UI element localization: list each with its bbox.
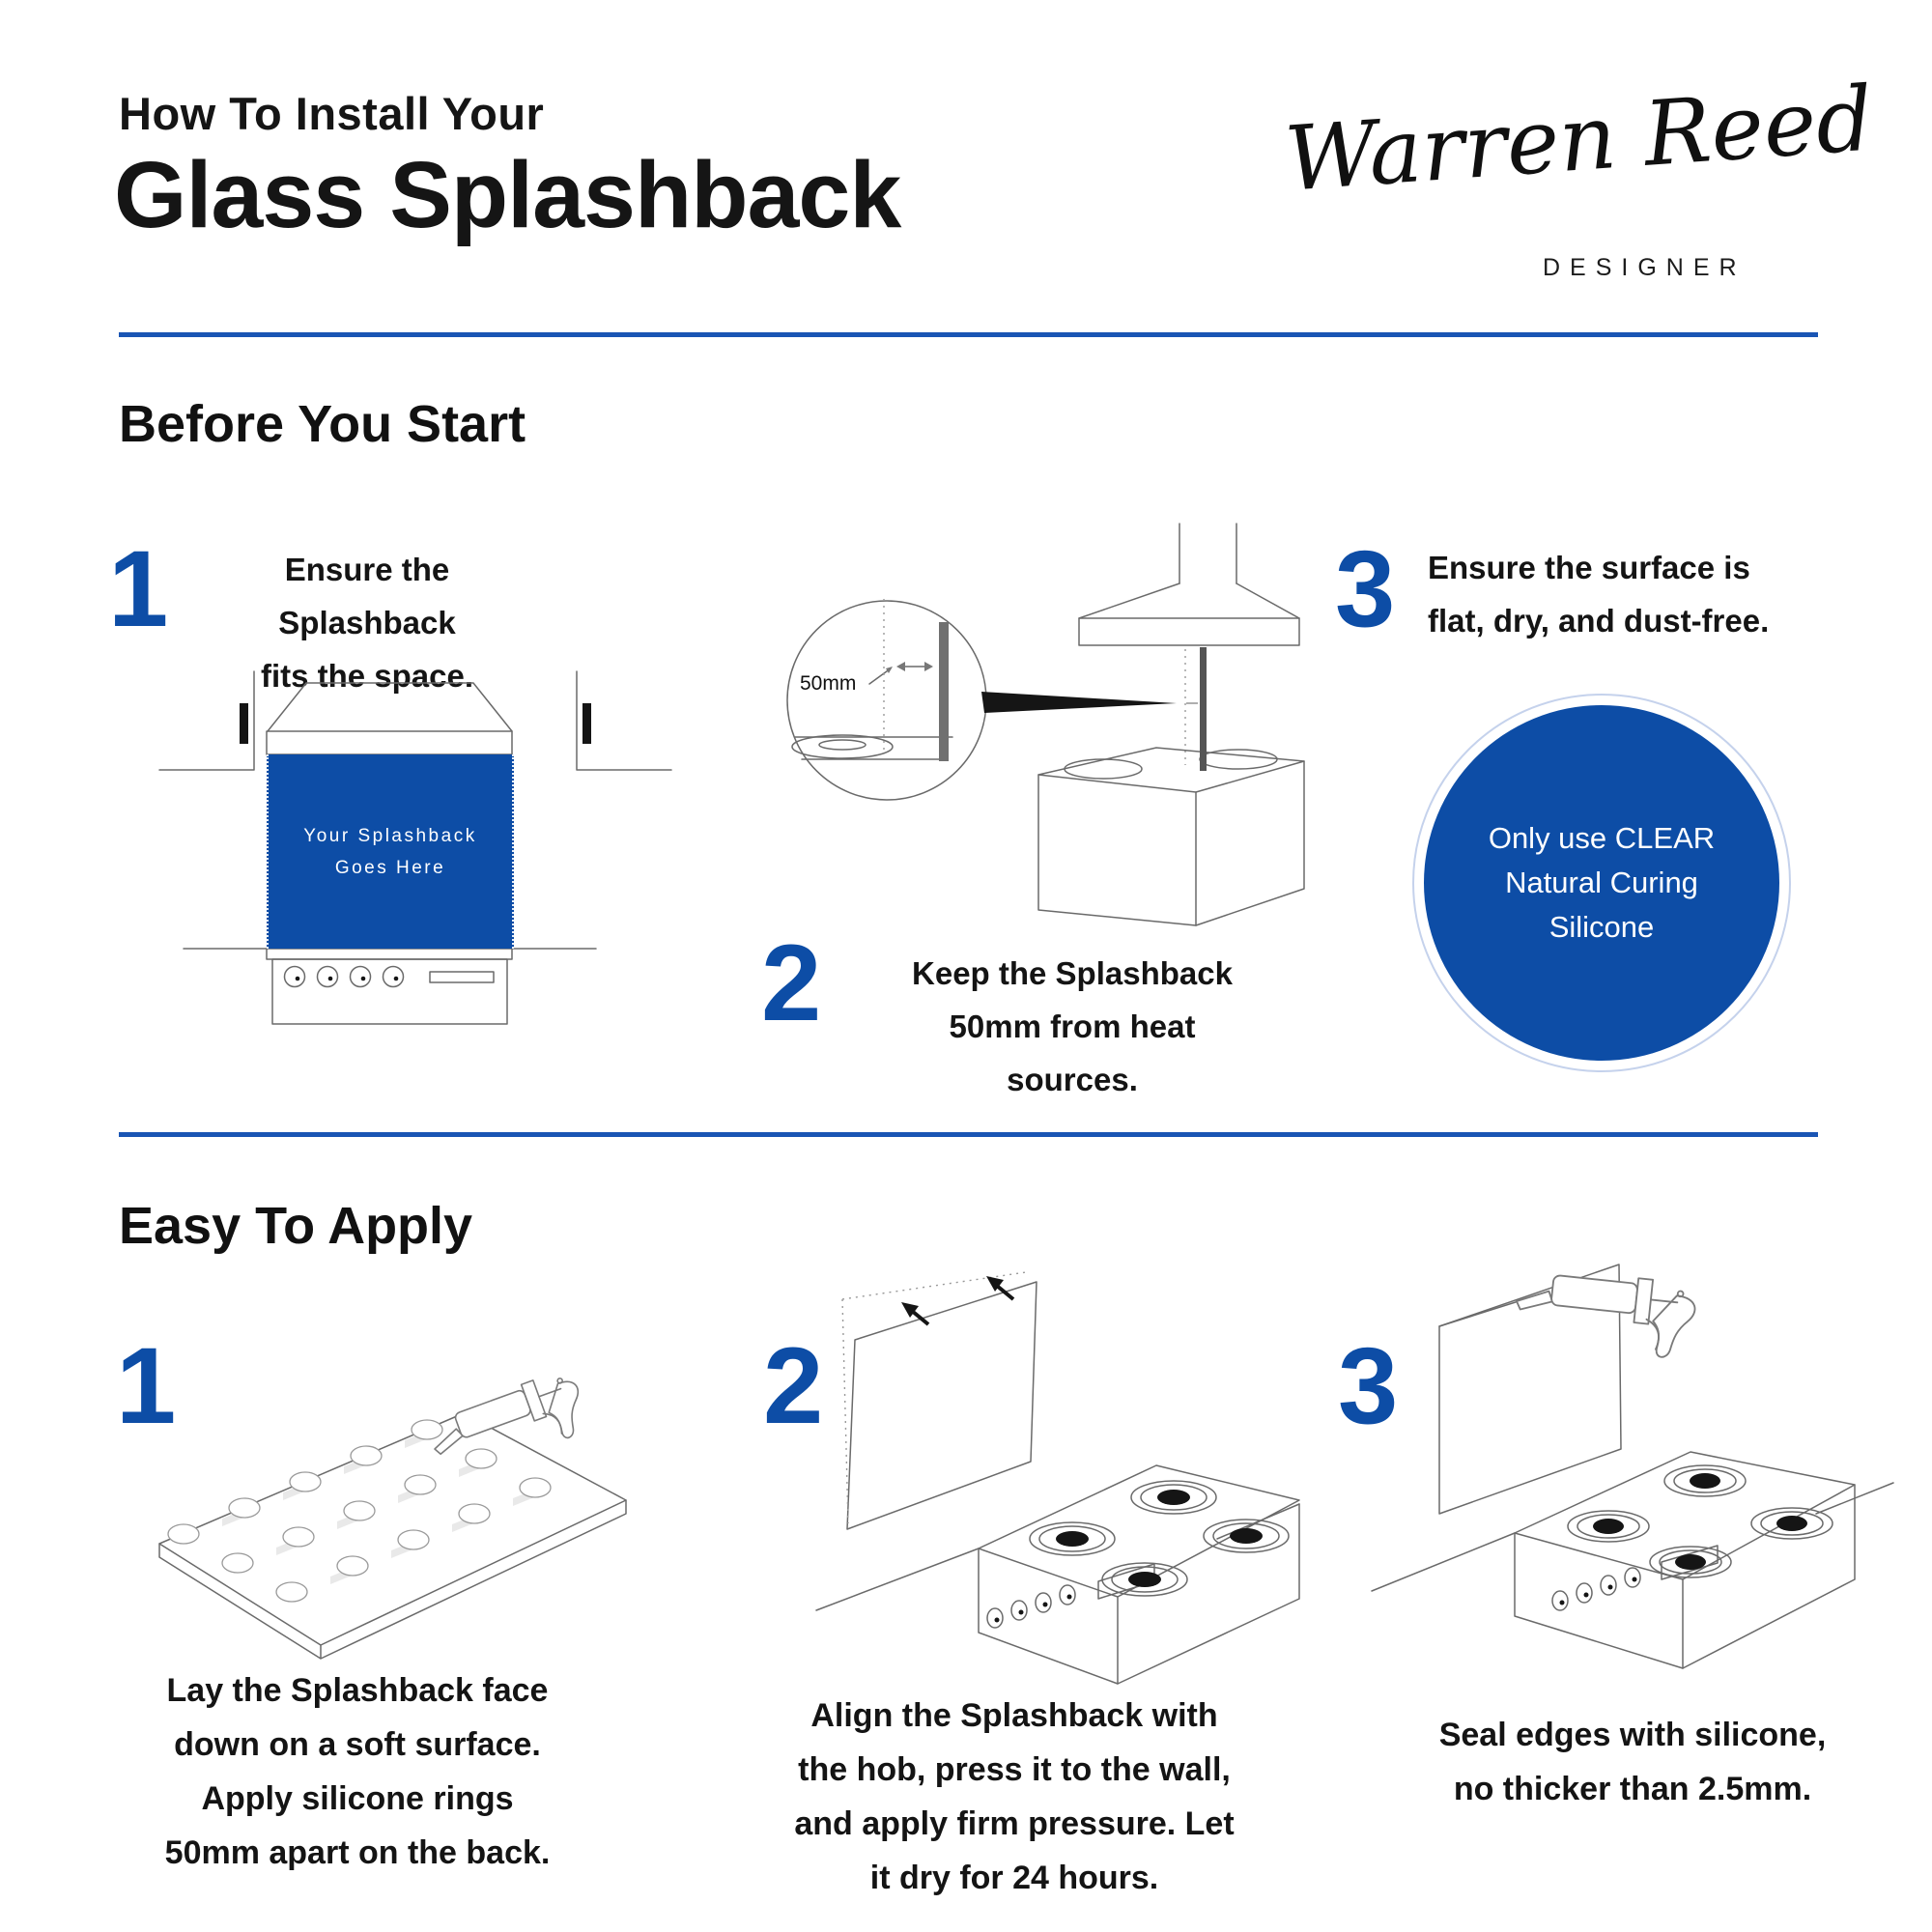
cooker-hood — [1079, 618, 1299, 645]
apply-step3-caption-line2: no thicker than 2.5mm. — [1453, 1771, 1812, 1807]
clearance-illustration — [763, 502, 1304, 947]
diagram-silicone-rings — [145, 1389, 628, 1689]
before-step3-line2: flat, dry, and dust-free. — [1428, 603, 1770, 639]
apply-step3-caption-line1: Seal edges with silicone, — [1438, 1717, 1827, 1753]
before-step1-line1: Ensure the Splashback — [278, 552, 456, 640]
before-step2-line1: Keep the Splashback — [912, 955, 1233, 991]
diagram-fit-the-space — [159, 671, 671, 1077]
apply-step3-caption — [1352, 1708, 1913, 1816]
apply-step2-caption-line3: and apply firm pressure. Let — [794, 1805, 1235, 1842]
magnifier-circle — [787, 601, 986, 800]
caulking-gun-icon — [424, 1367, 592, 1482]
splashback-placeholder — [267, 754, 514, 949]
silicone-note-circle — [1424, 705, 1779, 1061]
silicone-note-text — [1452, 816, 1751, 950]
apply-step3-number: 3 — [1338, 1325, 1399, 1446]
cabinet-handle-right — [582, 703, 591, 744]
page-title-line1: How To Install Your — [119, 88, 545, 139]
before-step1-line2: fits the space. — [260, 658, 474, 694]
section-heading-apply: Easy To Apply — [119, 1197, 473, 1255]
apply-step1-number: 1 — [116, 1325, 177, 1446]
arrow-left-head — [896, 662, 905, 671]
before-step3-number: 3 — [1335, 528, 1396, 649]
apply-step2-caption-line4: it dry for 24 hours. — [869, 1860, 1159, 1896]
panel-rings-illustration — [145, 1389, 628, 1689]
silicone-rings — [168, 1420, 551, 1602]
splashback-placeholder-line2: Goes Here — [334, 857, 446, 878]
apply-step1-caption-line3: Apply silicone rings — [201, 1780, 514, 1817]
magnifier-pointer-wedge — [981, 692, 1177, 713]
apply-step1-caption-line1: Lay the Splashback face — [166, 1672, 549, 1709]
silicone-note-line2: Natural Curing — [1505, 866, 1698, 899]
diagram-seal-edges — [1372, 1251, 1893, 1686]
splashback-panel-back — [159, 1413, 626, 1645]
splashback-edge-zoomed — [939, 622, 949, 761]
divider-middle — [119, 1132, 1818, 1137]
before-step2-text — [840, 947, 1304, 1106]
splashback-edge — [1200, 647, 1207, 771]
section-heading-before: Before You Start — [119, 395, 526, 453]
caulking-gun-icon — [1513, 1265, 1698, 1359]
splashback-panel-leaning — [847, 1282, 1037, 1529]
diagram-heat-clearance — [763, 502, 1304, 947]
before-step2-line3: sources. — [1007, 1062, 1138, 1097]
before-step3-text — [1428, 541, 1911, 647]
arrow-right-head — [924, 662, 933, 671]
divider-top — [119, 332, 1818, 337]
silicone-note-line1: Only use CLEAR — [1488, 821, 1716, 855]
apply-step2-caption-line2: the hob, press it to the wall, — [798, 1751, 1231, 1788]
splashback-placeholder-line1: Your Splashback — [303, 825, 477, 846]
align-illustration — [816, 1261, 1299, 1676]
brand-logo-script: Warren Reed — [1281, 67, 1877, 212]
apply-step1-caption-line2: down on a soft surface. — [174, 1726, 541, 1763]
page-title-line2: Glass Splashback — [114, 142, 901, 247]
silicone-note-line3: Silicone — [1548, 910, 1655, 944]
before-step1-number: 1 — [108, 528, 169, 649]
brand-logo-subtitle: DESIGNER — [1543, 254, 1747, 281]
apply-step1-caption-line4: 50mm apart on the back. — [164, 1834, 551, 1871]
final-position-outline — [842, 1272, 1026, 1523]
apply-step1-caption — [87, 1663, 628, 1880]
apply-step2-caption — [705, 1689, 1323, 1905]
cabinet-handle-left — [240, 703, 248, 744]
before-step3-line1: Ensure the surface is — [1428, 550, 1750, 585]
apply-step2-number: 2 — [763, 1325, 824, 1446]
measurement-label: 50mm — [800, 672, 857, 695]
diagram-align-splashback — [816, 1261, 1299, 1676]
apply-step2-caption-line1: Align the Splashback with — [810, 1697, 1218, 1734]
seal-illustration — [1372, 1251, 1893, 1686]
before-step2-line2: 50mm from heat — [949, 1009, 1196, 1044]
before-step2-number: 2 — [761, 923, 822, 1043]
